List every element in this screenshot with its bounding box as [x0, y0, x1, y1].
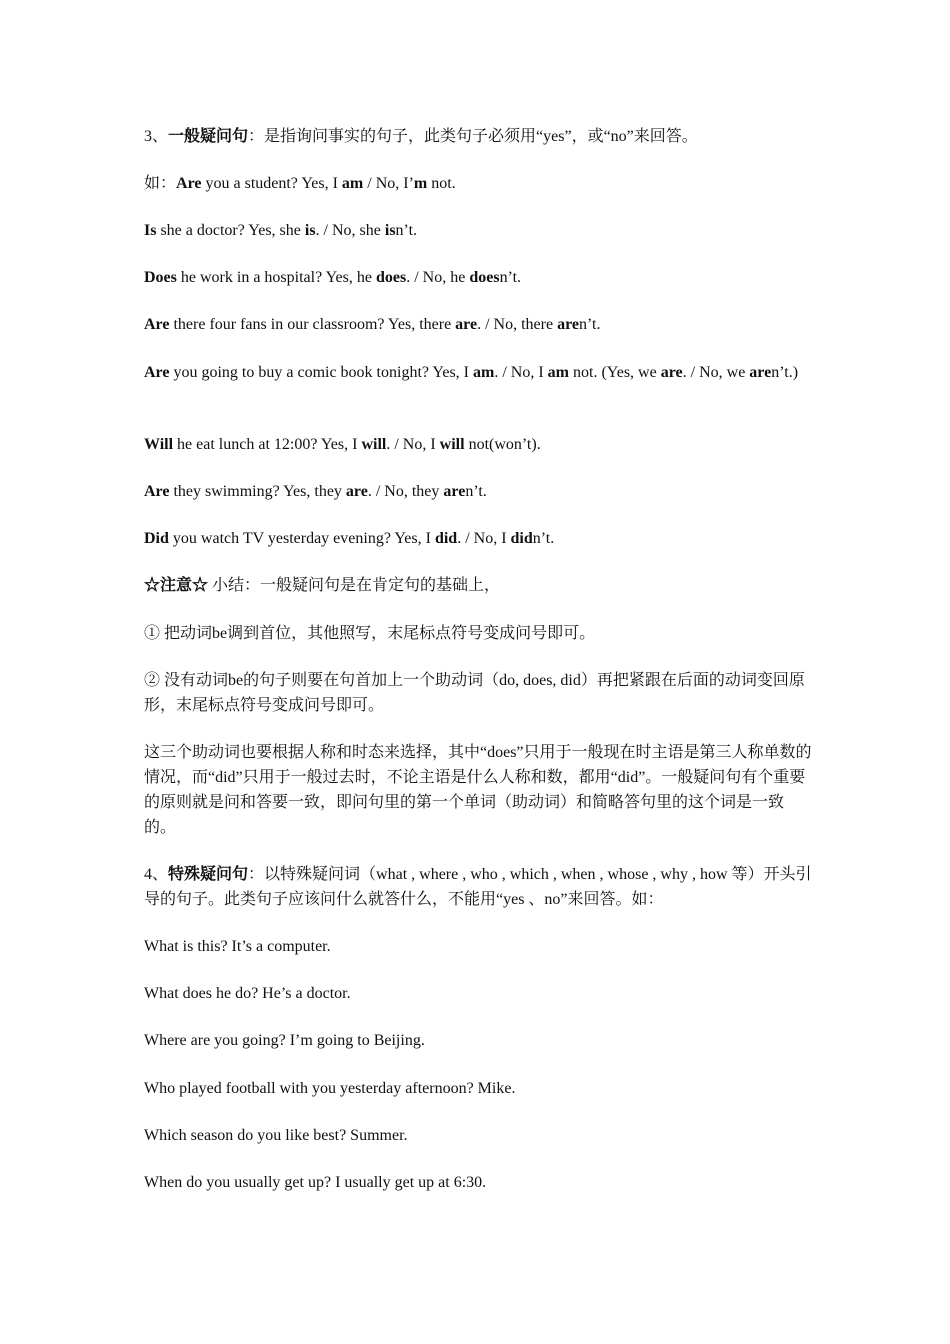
- rule-2: ② 没有动词be的句子则要在句首加上一个助动词（do, does, did）再把紧跟在后面的动词变回原形，末尾标点符号变成问号即可。: [144, 672, 805, 714]
- bold-keyword: Are: [144, 316, 170, 333]
- sentence-text: n’t.: [395, 222, 418, 239]
- example-6: [144, 432, 812, 457]
- sentence-text: not. (Yes, we: [569, 364, 661, 381]
- bold-keyword: did: [434, 530, 458, 547]
- wh-example-4: Who played football with you yesterday afternoon? Mike.: [144, 1080, 516, 1097]
- wh-example-3: Where are you going? I’m going to Beijing.: [144, 1032, 425, 1049]
- bold-keyword: Does: [144, 269, 177, 286]
- sentence-text: n’t.): [771, 364, 799, 381]
- bold-keyword: Are: [144, 364, 170, 381]
- bold-keyword: are: [443, 483, 466, 500]
- bold-keyword: m: [413, 175, 428, 192]
- wh-example-1: What is this? It’s a computer.: [144, 938, 331, 955]
- sentence-text: . / No, she: [315, 222, 385, 239]
- sentence-text: he work in a hospital? Yes, he: [176, 269, 376, 286]
- bold-keyword: am: [547, 364, 569, 381]
- example-5: [144, 360, 812, 385]
- sentence-text: 如：: [144, 175, 177, 192]
- example-3: [144, 265, 812, 290]
- sentence-text: n’t.: [579, 316, 601, 333]
- explanation-paragraph: 这三个助动词也要根据人称和时态来选择，其中“does”只用于一般现在时主语是第三人称单数的情况，而“did”只用于一般过去时，不论主语是什么人称和数，都用“did”。一般疑问句有个重要的原则就是问和答要一致，即问句里的第一个单词（助动词）和简略答句里的这个词是一致的。: [144, 744, 812, 836]
- bold-keyword: am: [473, 364, 495, 381]
- bold-keyword: is: [304, 222, 316, 239]
- bold-keyword: does: [375, 269, 407, 286]
- sentence-text: you a student? Yes, I: [201, 175, 342, 192]
- bold-keyword: Did: [144, 530, 169, 547]
- wh-example-2: What does he do? He’s a doctor.: [144, 985, 351, 1002]
- sentence-text: . / No, they: [367, 483, 444, 500]
- bold-keyword: Are: [144, 483, 170, 500]
- wh-example-6: When do you usually get up? I usually get up at 6:30.: [144, 1174, 487, 1191]
- sentence-text: / No, I’: [363, 175, 414, 192]
- bold-keyword: will: [361, 436, 387, 453]
- rule-1: ① 把动词be调到首位，其他照写，末尾标点符号变成问号即可。: [144, 625, 596, 642]
- bold-keyword: did: [510, 530, 533, 547]
- bold-keyword: are: [660, 364, 683, 381]
- example-1: [144, 171, 812, 196]
- bold-keyword: will: [439, 436, 465, 453]
- sentence-text: . / No, he: [406, 269, 470, 286]
- section3-heading: 3、一般疑问句：是指询问事实的句子，此类句子必须用“yes”，或“no”来回答。: [144, 128, 698, 145]
- sentence-text: there four fans in our classroom? Yes, there: [169, 316, 456, 333]
- sentence-text: she a doctor? Yes, she: [156, 222, 305, 239]
- bold-keyword: am: [341, 175, 364, 192]
- bold-keyword: is: [384, 222, 396, 239]
- sentence-text: . / No, we: [682, 364, 750, 381]
- sentence-text: n’t.: [532, 530, 555, 547]
- sentence-text: you going to buy a comic book tonight? Yes, I: [169, 364, 474, 381]
- bold-keyword: Are: [176, 175, 202, 192]
- bold-keyword: are: [345, 483, 368, 500]
- sentence-text: not.: [427, 175, 456, 192]
- sentence-text: n’t.: [499, 269, 522, 286]
- bold-keyword: are: [557, 316, 579, 333]
- bold-keyword: Will: [144, 436, 174, 453]
- sentence-text: he eat lunch at 12:00? Yes, I: [173, 436, 362, 453]
- sentence-text: not(won’t).: [464, 436, 541, 453]
- section4-heading: 4、特殊疑问句：以特殊疑问词（what , where , who , which , when , whose , why , how 等）开头引导的句子。此类句子应该问什么就答什么，不能用“yes 、no”来回答。如：: [144, 866, 812, 908]
- bold-keyword: are: [455, 316, 478, 333]
- sentence-text: . / No, I: [386, 436, 440, 453]
- sentence-text: . / No, I: [494, 364, 548, 381]
- sentence-text: n’t.: [465, 483, 487, 500]
- sentence-text: . / No, there: [477, 316, 558, 333]
- example-2: [144, 218, 812, 243]
- example-7: [144, 479, 812, 504]
- sentence-text: you watch TV yesterday evening? Yes, I: [168, 530, 435, 547]
- bold-keyword: are: [749, 364, 772, 381]
- wh-example-5: Which season do you like best? Summer.: [144, 1127, 408, 1144]
- note-summary: ☆注意☆ 小结：一般疑问句是在肯定句的基础上，: [144, 577, 501, 594]
- bold-keyword: does: [469, 269, 500, 286]
- example-8: [144, 526, 812, 551]
- sentence-text: they swimming? Yes, they: [169, 483, 346, 500]
- note-label: ☆注意☆: [144, 577, 209, 594]
- sentence-text: . / No, I: [457, 530, 511, 547]
- example-4: [144, 312, 812, 337]
- bold-keyword: Is: [144, 222, 157, 239]
